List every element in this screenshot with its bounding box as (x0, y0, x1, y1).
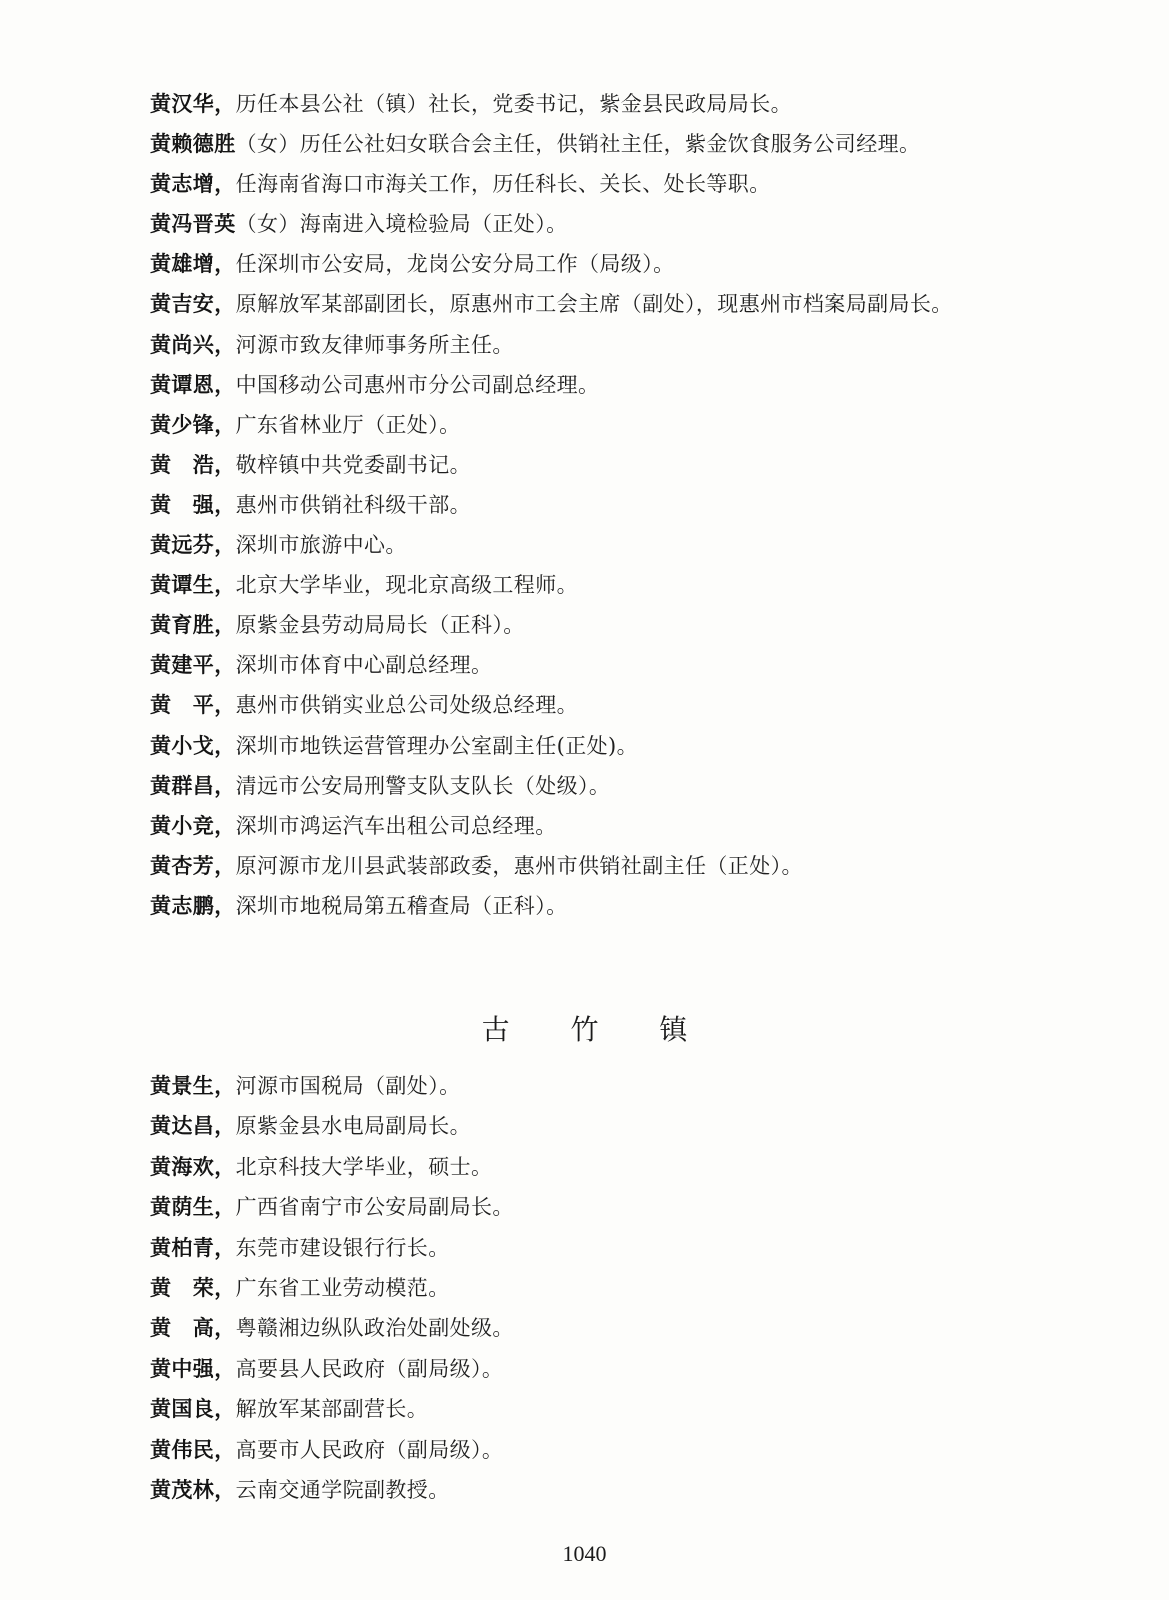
person-description: 惠州市供销实业总公司处级总经理。 (235, 693, 579, 718)
person-description: 原紫金县劳动局局长（正科）。 (235, 613, 525, 638)
person-name: 黄志增， (150, 172, 236, 197)
person-description: 原解放军某部副团长，原惠州市工会主席（副处），现惠州市档案局副局长。 (235, 292, 953, 317)
person-name: 黄冯晋英 (150, 212, 236, 237)
person-name: 黄 强， (150, 492, 236, 517)
person-name: 黄雄增， (150, 252, 236, 277)
person-name: 黄中强， (150, 1356, 236, 1381)
biography-entry (150, 405, 1080, 445)
biography-entry (150, 726, 1080, 766)
person-name: 黄谭恩， (150, 372, 236, 397)
biography-entry (150, 1349, 1080, 1389)
person-name: 黄 荣， (150, 1275, 236, 1300)
person-description: 深圳市旅游中心。 (235, 533, 407, 558)
biography-entry (150, 445, 1080, 485)
biography-entry (150, 1147, 1080, 1187)
person-description: 惠州市供销社科级干部。 (235, 492, 472, 517)
person-name: 黄景生， (150, 1074, 236, 1098)
person-name: 黄茂林， (150, 1477, 236, 1502)
biography-entry (150, 164, 1080, 204)
person-name: 黄荫生， (150, 1195, 236, 1220)
person-name: 黄杏芳， (150, 853, 236, 878)
person-description: 中国移动公司惠州市分公司副总经理。 (235, 372, 600, 397)
person-name: 黄志鹏， (150, 893, 236, 918)
biography-entry (150, 1308, 1080, 1348)
biography-entry (150, 1228, 1080, 1268)
person-name: 黄柏青， (150, 1235, 236, 1260)
person-description: 广东省工业劳动模范。 (235, 1275, 450, 1300)
person-name: 黄谭生， (150, 573, 236, 598)
person-name: 黄伟民， (150, 1437, 236, 1462)
person-description: 原河源市龙川县武装部政委，惠州市供销社副主任（正处）。 (235, 853, 803, 878)
person-name: 黄建平， (150, 653, 236, 678)
person-name: 黄达昌， (150, 1114, 236, 1139)
person-description: 敬梓镇中共党委副书记。 (235, 452, 472, 477)
person-name: 黄育胜， (150, 613, 236, 638)
person-description: 河源市国税局（副处）。 (235, 1074, 461, 1098)
biography-entry (150, 325, 1080, 365)
person-description: 原紫金县水电局副局长。 (235, 1114, 472, 1139)
person-name: 黄 浩， (150, 452, 236, 477)
person-description: 任深圳市公安局，龙岗公安分局工作（局级）。 (235, 252, 675, 277)
person-description: 东莞市建设银行行长。 (235, 1235, 450, 1260)
biography-list-gu-zhu-town (150, 1066, 1080, 1510)
person-description: 高要县人民政府（副局级）。 (235, 1356, 504, 1381)
person-description: 清远市公安局刑警支队支队长（处级）。 (235, 773, 611, 798)
person-name: 黄吉安， (150, 292, 236, 317)
person-description: 广西省南宁市公安局副局长。 (235, 1195, 514, 1220)
biography-entry (150, 84, 1080, 124)
biography-entry (150, 766, 1080, 806)
biography-entry (150, 565, 1080, 605)
biography-entry (150, 846, 1080, 886)
biography-entry (150, 685, 1080, 725)
person-description: 深圳市地税局第五稽查局（正科）。 (235, 893, 568, 918)
biography-entry (150, 1470, 1080, 1510)
person-description: 高要市人民政府（副局级）。 (235, 1437, 504, 1462)
person-name: 黄海欢， (150, 1154, 236, 1179)
section-heading: 古 竹 镇 (481, 1013, 714, 1046)
page-number: 1040 (562, 1541, 607, 1566)
person-description: （女）历任公社妇女联合会主任，供销社主任，紫金饮食服务公司经理。 (235, 132, 921, 157)
biography-entry (150, 1187, 1080, 1227)
person-description: 粤赣湘边纵队政治处副处级。 (235, 1316, 514, 1341)
biography-entry (150, 365, 1080, 405)
person-description: 北京科技大学毕业，硕士。 (235, 1154, 493, 1179)
biography-entry (150, 1106, 1080, 1146)
biography-entry (150, 204, 1080, 244)
person-description: 河源市致友律师事务所主任。 (235, 332, 514, 357)
biography-entry (150, 1066, 1080, 1106)
biography-entry (150, 485, 1080, 525)
biography-entry (150, 124, 1080, 164)
biography-entry (150, 605, 1080, 645)
person-description: （女）海南进入境检验局（正处）。 (235, 212, 568, 237)
biography-entry (150, 645, 1080, 685)
biography-entry (150, 1430, 1080, 1470)
person-description: 解放军某部副营长。 (235, 1397, 429, 1422)
person-description: 广东省林业厅（正处）。 (235, 412, 461, 437)
biography-entry (150, 1268, 1080, 1308)
person-name: 黄汉华， (150, 92, 236, 116)
person-name: 黄远芬， (150, 533, 236, 558)
biography-entry (150, 806, 1080, 846)
biography-list-top (150, 84, 1080, 926)
biography-entry (150, 525, 1080, 565)
person-description: 深圳市地铁运营管理办公室副主任(正处)。 (235, 733, 638, 758)
person-name: 黄 平， (150, 693, 236, 718)
person-name: 黄少锋， (150, 412, 236, 437)
person-name: 黄 高， (150, 1316, 236, 1341)
person-name: 黄赖德胜 (150, 132, 236, 157)
biography-entry (150, 886, 1080, 926)
person-description: 北京大学毕业，现北京高级工程师。 (235, 573, 579, 598)
person-name: 黄群昌， (150, 773, 236, 798)
person-name: 黄小竞， (150, 813, 236, 838)
person-description: 任海南省海口市海关工作，历任科长、关长、处长等职。 (235, 172, 771, 197)
biography-entry (150, 284, 1080, 324)
person-description: 云南交通学院副教授。 (235, 1477, 450, 1502)
person-name: 黄小戈， (150, 733, 236, 758)
biography-entry (150, 244, 1080, 284)
person-description: 深圳市鸿运汽车出租公司总经理。 (235, 813, 557, 838)
person-name: 黄尚兴， (150, 332, 236, 357)
person-description: 深圳市体育中心副总经理。 (235, 653, 493, 678)
person-name: 黄国良， (150, 1397, 236, 1422)
person-description: 历任本县公社（镇）社长，党委书记，紫金县民政局局长。 (235, 92, 793, 116)
biography-entry (150, 1389, 1080, 1429)
